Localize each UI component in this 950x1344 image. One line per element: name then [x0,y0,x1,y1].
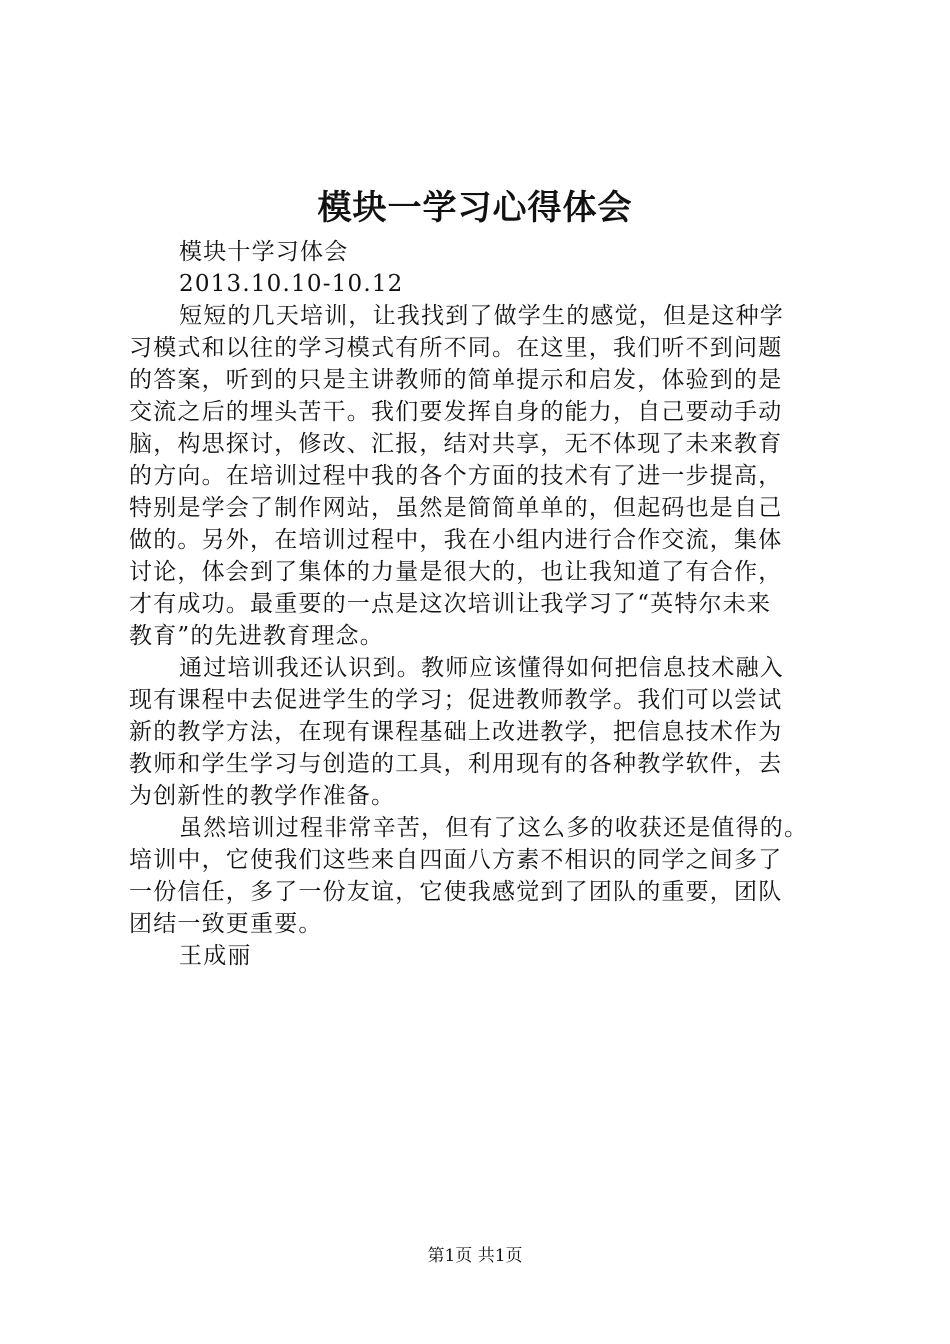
document-title: 模块一学习心得体会 [317,188,633,228]
paragraph-2 [129,652,849,812]
paragraph-line: 教育”的先进教育理念。 [129,623,384,649]
paragraph-line: 团结一致更重要。 [129,911,323,937]
document-body [129,236,849,972]
subtitle-line: 模块十学习体会 [179,239,349,265]
paragraph-line: 习模式和以往的学习模式有所不同。在这里，我们听不到问题 [129,335,783,361]
paragraph-line: 交流之后的埋头苦干。我们要发挥自身的能力，自己要动手动 [129,399,783,425]
paragraph-line: 的方向。在培训过程中我的各个方面的技术有了进一步提高， [129,463,783,489]
paragraph-line: 一份信任，多了一份友谊，它使我感觉到了团队的重要，团队 [129,879,783,905]
paragraph-line: 讨论，体会到了集体的力量是很大的，也让我知道了有合作， [129,559,783,585]
paragraph-line: 现有课程中去促进学生的学习；促进教师教学。我们可以尝试 [129,687,783,713]
paragraph-line: 为创新性的教学作准备。 [129,783,396,809]
paragraph-line: 做的。另外，在培训过程中，我在小组内进行合作交流，集体 [129,527,783,553]
paragraph-line: 虽然培训过程非常辛苦，但有了这么多的收获还是值得的。 [179,815,809,841]
paragraph-line: 通过培训我还认识到。教师应该懂得如何把信息技术融入 [179,655,784,681]
author-signature: 王成丽 [179,943,252,969]
paragraph-line: 短短的几天培训，让我找到了做学生的感觉，但是这种学 [179,303,784,329]
paragraph-line: 教师和学生学习与创造的工具，利用现有的各种教学软件，去 [129,751,783,777]
paragraph-line: 脑，构思探讨，修改、汇报，结对共享，无不体现了未来教育 [129,431,783,457]
paragraph-line: 新的教学方法，在现有课程基础上改进教学，把信息技术作为 [129,719,783,745]
paragraph-3 [129,812,849,940]
paragraph-line: 特别是学会了制作网站，虽然是简简单单的，但起码也是自己 [129,495,783,521]
date-line: 2013.10.10-10.12 [179,271,404,297]
page-footer: 第1页 共1页 [427,1246,523,1266]
paragraph-1 [129,300,849,652]
paragraph-line: 的答案，听到的只是主讲教师的简单提示和启发，体验到的是 [129,367,783,393]
paragraph-line: 培训中，它使我们这些来自四面八方素不相识的同学之间多了 [129,847,783,873]
paragraph-line: 才有成功。最重要的一点是这次培训让我学习了“英特尔未来 [129,591,772,617]
